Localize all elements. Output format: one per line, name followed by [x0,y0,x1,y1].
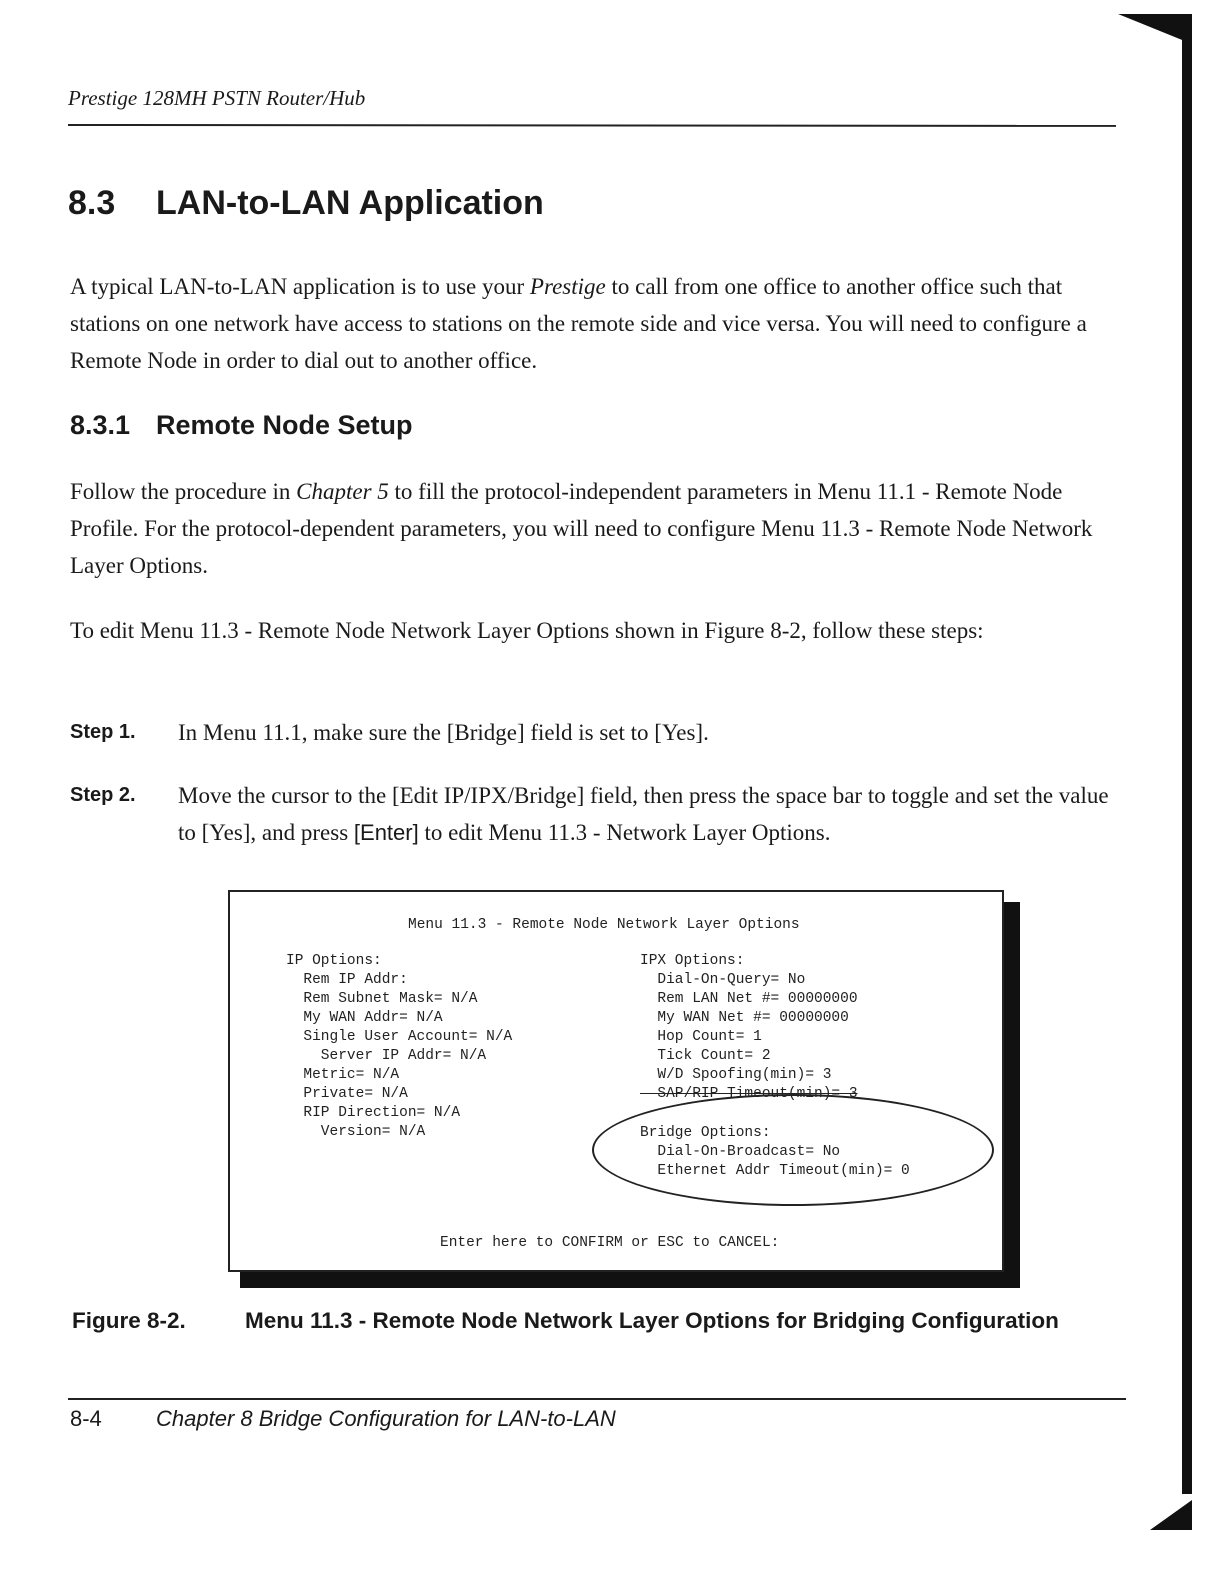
ip-option-line: My WAN Addr= N/A [286,1010,443,1026]
enter-key: [Enter] [353,820,419,845]
step-1 [70,714,1130,751]
step-2-label: Step 2. [70,784,136,806]
bridge-option-line: Dial-On-Broadcast= No [640,1144,841,1160]
figure-caption-text: Menu 11.3 - Remote Node Network Layer Options for Bridging Configuration [245,1308,1059,1333]
subsection-heading [70,410,413,441]
ipx-option-line: W/D Spoofing(min)= 3 [640,1067,832,1083]
step-2 [70,777,1130,851]
ip-option-line: Single User Account= N/A [286,1029,513,1045]
edit-paragraph: To edit Menu 11.3 - Remote Node Network Layer Options shown in Figure 8-2, follow these steps: [70,618,984,643]
ip-option-line: Version= N/A [286,1124,426,1140]
running-header: Prestige 128MH PSTN Router/Hub [68,86,366,110]
bridge-options-header: Bridge Options: [640,1125,771,1141]
page-footer [70,1406,616,1432]
chapter-title: Chapter 8 Bridge Configuration for LAN-to-LAN [156,1406,616,1431]
ipx-option-line: Hop Count= 1 [640,1029,762,1045]
ipx-option-line: SAP/RIP Timeout(min)= 3 [640,1086,858,1102]
terminal-screen [228,890,1004,1272]
ip-options-header: IP Options: [286,953,382,969]
binding-edge-top [1118,14,1192,44]
step-2-text: Move the cursor to the [Edit IP/IPX/Bridge] field, then press the space bar to toggle and set the value to [Yes], and press [Enter] to edit Menu 11.3 - Network Layer Options. [178,783,1109,845]
ip-option-line: Server IP Addr= N/A [286,1048,487,1064]
ip-option-line: Private= N/A [286,1086,408,1102]
subsection-title: Remote Node Setup [156,410,413,440]
procedure-paragraph: Follow the procedure in Chapter 5 to fill the protocol-independent parameters in Menu 11.1 - Remote Node Profile. For the protocol-dependent parameters, you will need to configure Menu 11.3 - Remote Node Network Layer Options. [70,479,1093,578]
ip-option-line: Rem IP Addr: [286,972,408,988]
ipx-options-header: IPX Options: [640,953,745,969]
section-title: LAN-to-LAN Application [156,184,544,222]
ipx-option-line: Dial-On-Query= No [640,972,806,988]
intro-paragraph: A typical LAN-to-LAN application is to use your Prestige to call from one office to another office such that stations on one network have access to stations on the remote side and vice versa. You will need to configure a Remote Node in order to dial out to another office. [70,274,1087,373]
figure-number: Figure 8-2. [72,1308,186,1333]
section-number: 8.3 [68,184,116,222]
page-number: 8-4 [70,1406,102,1431]
terminal-title: Menu 11.3 - Remote Node Network Layer Options [408,917,800,933]
footer-rule [68,1398,1126,1400]
binding-edge [1182,14,1192,1494]
ip-option-line: Metric= N/A [286,1067,400,1083]
ip-option-line: Rem Subnet Mask= N/A [286,991,478,1007]
figure-caption [72,1308,1059,1334]
ip-option-line: RIP Direction= N/A [286,1105,461,1121]
ipx-option-line: Tick Count= 2 [640,1048,771,1064]
section-heading [68,184,544,223]
binding-edge-bottom [1150,1500,1192,1530]
bridge-option-line: Ethernet Addr Timeout(min)= 0 [640,1163,910,1179]
step-1-label: Step 1. [70,721,136,743]
ipx-option-line: Rem LAN Net #= 00000000 [640,991,858,1007]
bridge-options-highlight-oval [592,1094,994,1206]
subsection-number: 8.3.1 [70,410,131,440]
terminal-prompt: Enter here to CONFIRM or ESC to CANCEL: [440,1235,780,1251]
step-1-text: In Menu 11.1, make sure the [Bridge] field is set to [Yes]. [178,720,709,745]
header-rule [68,124,1116,127]
ipx-option-line: My WAN Net #= 00000000 [640,1010,849,1026]
